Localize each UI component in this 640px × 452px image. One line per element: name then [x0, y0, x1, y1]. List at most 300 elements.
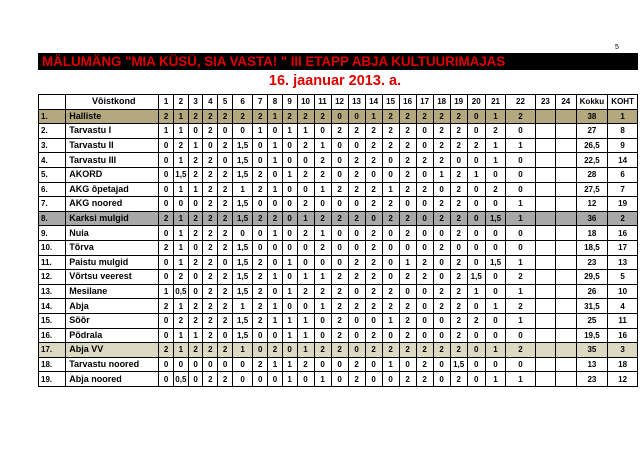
score-cell: 0 — [467, 109, 485, 124]
score-cell: 2 — [450, 109, 467, 124]
table-header-row — [39, 95, 638, 110]
score-cell: 0 — [188, 357, 203, 372]
score-cell: 2 — [203, 124, 218, 139]
score-cell — [556, 211, 576, 226]
score-cell: 2 — [188, 211, 203, 226]
score-cell: 1 — [297, 124, 314, 139]
row-number: 13. — [39, 284, 66, 299]
score-cell: 1 — [297, 313, 314, 328]
score-cell: 0 — [416, 313, 433, 328]
score-cell: 2 — [450, 197, 467, 212]
score-cell: 0 — [506, 357, 535, 372]
row-number: 17. — [39, 343, 66, 358]
score-cell: 2 — [433, 284, 450, 299]
placement: 4 — [608, 299, 638, 314]
score-cell: 0 — [218, 255, 233, 270]
score-cell: 2 — [433, 153, 450, 168]
total-score: 36 — [576, 211, 608, 226]
score-cell — [535, 167, 555, 182]
score-cell: 0 — [253, 138, 268, 153]
score-cell: 0 — [268, 284, 283, 299]
score-cell: 1,5 — [232, 284, 252, 299]
score-cell: 1 — [188, 138, 203, 153]
score-cell: 0 — [433, 328, 450, 343]
score-cell: 2 — [433, 240, 450, 255]
score-cell — [556, 124, 576, 139]
score-cell: 0 — [365, 211, 382, 226]
score-cell: 2 — [365, 124, 382, 139]
score-cell: 2 — [485, 124, 505, 139]
score-cell — [535, 240, 555, 255]
score-cell: 0 — [348, 109, 365, 124]
score-cell: 2 — [399, 372, 416, 387]
score-cell: 1,5 — [232, 313, 252, 328]
header-cell: 9 — [282, 95, 297, 110]
score-cell: 1 — [188, 328, 203, 343]
score-cell: 1,5 — [232, 167, 252, 182]
score-cell: 2 — [203, 255, 218, 270]
score-cell — [535, 255, 555, 270]
score-cell: 0 — [314, 357, 331, 372]
score-cell: 0 — [159, 255, 174, 270]
total-score: 23 — [576, 372, 608, 387]
score-cell: 2 — [203, 109, 218, 124]
score-cell: 2 — [399, 182, 416, 197]
score-cell: 0 — [159, 270, 174, 285]
score-cell: 0 — [331, 153, 348, 168]
score-cell: 2 — [348, 211, 365, 226]
score-cell: 0 — [382, 255, 399, 270]
score-cell — [535, 109, 555, 124]
score-cell: 1 — [365, 109, 382, 124]
score-cell: 0 — [282, 343, 297, 358]
team-name: Abja VV — [66, 343, 159, 358]
score-cell: 0 — [416, 211, 433, 226]
score-cell: 0 — [232, 357, 252, 372]
score-cell: 2 — [399, 313, 416, 328]
row-number: 2. — [39, 124, 66, 139]
score-cell: 0 — [331, 197, 348, 212]
score-cell: 1,5 — [232, 270, 252, 285]
score-cell: 0 — [467, 372, 485, 387]
score-cell: 1 — [297, 211, 314, 226]
score-cell: 1 — [159, 284, 174, 299]
table-row — [39, 211, 638, 226]
score-cell: 0 — [433, 313, 450, 328]
score-cell — [535, 343, 555, 358]
header-cell: 18 — [433, 95, 450, 110]
score-cell: 2 — [450, 313, 467, 328]
score-cell: 2 — [450, 270, 467, 285]
table-row — [39, 343, 638, 358]
score-cell: 0 — [416, 124, 433, 139]
document-title: MÄLUMÄNG "MIA KÜSÜ, SIA VASTA! " III ETAPP ABJA KULTUURIMAJAS — [42, 54, 506, 69]
score-cell: 0 — [467, 255, 485, 270]
score-cell: 2 — [297, 226, 314, 241]
score-cell: 2 — [399, 167, 416, 182]
score-cell: 2 — [203, 299, 218, 314]
score-cell: 0 — [382, 153, 399, 168]
score-cell: 2 — [314, 240, 331, 255]
score-cell: 2 — [253, 284, 268, 299]
header-cell: 3 — [188, 95, 203, 110]
header-cell: 7 — [253, 95, 268, 110]
score-cell: 0 — [467, 226, 485, 241]
score-cell: 0 — [232, 372, 252, 387]
row-number: 5. — [39, 167, 66, 182]
score-cell: 1 — [382, 357, 399, 372]
score-cell — [556, 313, 576, 328]
score-cell: 2 — [399, 328, 416, 343]
score-cell: 0 — [282, 197, 297, 212]
header-cell: 12 — [331, 95, 348, 110]
row-number: 3. — [39, 138, 66, 153]
score-cell — [535, 124, 555, 139]
score-cell: 2 — [416, 153, 433, 168]
score-cell: 0 — [416, 197, 433, 212]
score-cell: 0 — [399, 240, 416, 255]
score-cell: 1 — [506, 284, 535, 299]
score-cell: 0 — [348, 138, 365, 153]
score-cell: 1 — [506, 211, 535, 226]
team-name: Halliste — [66, 109, 159, 124]
placement: 17 — [608, 240, 638, 255]
score-cell: 2 — [399, 299, 416, 314]
table-row — [39, 182, 638, 197]
team-name: Sõõr — [66, 313, 159, 328]
score-cell: 0 — [382, 226, 399, 241]
header-cell: 20 — [467, 95, 485, 110]
score-cell: 2 — [382, 211, 399, 226]
total-score: 28 — [576, 167, 608, 182]
placement: 11 — [608, 313, 638, 328]
score-cell: 0 — [331, 138, 348, 153]
score-cell: 1 — [159, 124, 174, 139]
score-cell: 2 — [399, 343, 416, 358]
row-number: 12. — [39, 270, 66, 285]
score-cell: 2 — [297, 284, 314, 299]
placement: 18 — [608, 357, 638, 372]
score-cell: 2 — [331, 313, 348, 328]
score-cell: 1 — [268, 182, 283, 197]
team-name: Tarvastu noored — [66, 357, 159, 372]
score-cell: 2 — [399, 270, 416, 285]
score-cell: 2 — [365, 284, 382, 299]
score-cell: 2 — [232, 109, 252, 124]
score-cell: 2 — [331, 182, 348, 197]
table-row — [39, 124, 638, 139]
score-cell: 0 — [188, 284, 203, 299]
header-cell: 8 — [268, 95, 283, 110]
score-cell: 0 — [467, 299, 485, 314]
score-cell: 0 — [399, 197, 416, 212]
score-cell: 0 — [467, 182, 485, 197]
score-cell: 0 — [282, 153, 297, 168]
row-number: 19. — [39, 372, 66, 387]
row-number: 11. — [39, 255, 66, 270]
score-cell: 2 — [159, 211, 174, 226]
score-cell: 2 — [297, 357, 314, 372]
score-cell: 0 — [382, 372, 399, 387]
score-cell — [556, 343, 576, 358]
score-cell: 1 — [173, 109, 188, 124]
score-cell: 2 — [450, 343, 467, 358]
table-row — [39, 197, 638, 212]
score-cell: 0 — [282, 240, 297, 255]
score-cell: 2 — [348, 270, 365, 285]
total-score: 19,5 — [576, 328, 608, 343]
score-cell — [556, 182, 576, 197]
score-cell: 2 — [506, 299, 535, 314]
score-cell: 2 — [203, 226, 218, 241]
score-cell: 2 — [253, 211, 268, 226]
score-cell: 0 — [188, 372, 203, 387]
score-cell — [535, 226, 555, 241]
score-cell: 2 — [348, 167, 365, 182]
header-cell: 4 — [203, 95, 218, 110]
score-cell: 2 — [218, 138, 233, 153]
score-cell: 1 — [314, 372, 331, 387]
score-cell: 2 — [450, 226, 467, 241]
score-cell: 0 — [365, 357, 382, 372]
score-cell: 1 — [506, 255, 535, 270]
score-cell: 0 — [282, 299, 297, 314]
total-score: 38 — [576, 109, 608, 124]
placement: 3 — [608, 343, 638, 358]
score-cell: 0 — [331, 226, 348, 241]
score-cell: 0 — [467, 357, 485, 372]
score-cell: 0 — [382, 167, 399, 182]
results-table — [38, 94, 638, 387]
team-name: Mesilane — [66, 284, 159, 299]
team-name: Tarvastu I — [66, 124, 159, 139]
score-cell: 2 — [173, 313, 188, 328]
score-cell: 0 — [314, 255, 331, 270]
score-cell: 2 — [348, 357, 365, 372]
score-cell: 2 — [253, 255, 268, 270]
score-cell: 0 — [297, 240, 314, 255]
score-cell: 0 — [485, 226, 505, 241]
score-cell: 2 — [416, 270, 433, 285]
row-number: 4. — [39, 153, 66, 168]
row-number: 6. — [39, 182, 66, 197]
table-row — [39, 109, 638, 124]
placement: 7 — [608, 182, 638, 197]
score-cell: 2 — [203, 284, 218, 299]
score-cell: 0 — [314, 328, 331, 343]
placement: 6 — [608, 167, 638, 182]
score-cell: 2 — [203, 182, 218, 197]
score-cell: 2 — [382, 197, 399, 212]
score-cell: 0 — [268, 255, 283, 270]
score-cell: 0 — [203, 138, 218, 153]
placement: 16 — [608, 328, 638, 343]
score-cell: 0 — [268, 124, 283, 139]
score-cell: 2 — [416, 357, 433, 372]
row-number: 15. — [39, 313, 66, 328]
score-cell: 2 — [268, 211, 283, 226]
score-cell: 1,5 — [485, 255, 505, 270]
score-cell: 2 — [159, 109, 174, 124]
score-cell — [556, 240, 576, 255]
total-score: 27 — [576, 124, 608, 139]
score-cell: 1 — [382, 313, 399, 328]
score-cell: 0 — [159, 138, 174, 153]
score-cell: 1 — [268, 357, 283, 372]
header-cell: 22 — [506, 95, 535, 110]
score-cell: 2 — [253, 299, 268, 314]
score-cell — [556, 255, 576, 270]
score-cell: 2 — [365, 240, 382, 255]
score-cell: 1 — [467, 284, 485, 299]
score-cell: 2 — [297, 109, 314, 124]
score-cell: 0 — [297, 299, 314, 314]
score-cell: 0 — [348, 313, 365, 328]
score-cell: 1 — [282, 328, 297, 343]
score-cell: 0 — [253, 240, 268, 255]
score-cell: 2 — [282, 109, 297, 124]
score-cell: 0 — [433, 270, 450, 285]
score-cell: 0 — [348, 197, 365, 212]
score-cell: 1 — [173, 153, 188, 168]
score-cell: 0 — [268, 167, 283, 182]
score-cell: 2 — [188, 153, 203, 168]
score-cell: 2 — [188, 255, 203, 270]
score-cell: 2 — [433, 299, 450, 314]
team-name: Tarvastu II — [66, 138, 159, 153]
score-cell: 0 — [173, 197, 188, 212]
score-cell: 1 — [297, 328, 314, 343]
score-cell: 2 — [365, 226, 382, 241]
score-cell: 0 — [314, 313, 331, 328]
score-cell: 2 — [382, 109, 399, 124]
row-number: 18. — [39, 357, 66, 372]
placement: 2 — [608, 211, 638, 226]
score-cell: 2 — [365, 182, 382, 197]
score-cell — [535, 270, 555, 285]
score-cell: 1 — [282, 313, 297, 328]
score-cell: 2 — [450, 167, 467, 182]
score-cell: 0 — [159, 167, 174, 182]
score-cell: 2 — [433, 124, 450, 139]
score-cell: 1 — [268, 299, 283, 314]
score-cell — [535, 328, 555, 343]
score-cell: 1,5 — [232, 328, 252, 343]
score-cell: 2 — [297, 197, 314, 212]
score-cell: 1 — [485, 109, 505, 124]
score-cell: 0 — [506, 328, 535, 343]
score-cell: 0 — [416, 328, 433, 343]
placement: 1 — [608, 109, 638, 124]
score-cell: 2 — [416, 372, 433, 387]
score-cell: 2 — [348, 182, 365, 197]
score-cell: 2 — [218, 313, 233, 328]
score-cell: 2 — [173, 138, 188, 153]
table-row — [39, 357, 638, 372]
score-cell: 2 — [218, 167, 233, 182]
score-cell: 2 — [450, 124, 467, 139]
score-cell: 2 — [314, 343, 331, 358]
score-cell: 0 — [348, 343, 365, 358]
score-cell: 2 — [399, 109, 416, 124]
score-cell: 0 — [188, 270, 203, 285]
score-cell: 0 — [416, 167, 433, 182]
table-row — [39, 240, 638, 255]
score-cell: 0 — [253, 343, 268, 358]
score-cell: 2 — [218, 226, 233, 241]
total-score: 27,5 — [576, 182, 608, 197]
header-cell: 19 — [450, 95, 467, 110]
score-cell: 1 — [282, 372, 297, 387]
score-cell: 0 — [268, 328, 283, 343]
score-cell: 1 — [173, 343, 188, 358]
score-cell: 0 — [450, 153, 467, 168]
team-name: Tõrva — [66, 240, 159, 255]
score-cell: 0 — [450, 240, 467, 255]
score-cell: 2 — [188, 343, 203, 358]
score-cell: 2 — [188, 313, 203, 328]
score-cell: 0 — [382, 328, 399, 343]
score-cell: 1 — [173, 226, 188, 241]
score-cell: 1 — [268, 270, 283, 285]
score-cell — [556, 328, 576, 343]
team-name: Tarvastu III — [66, 153, 159, 168]
score-cell: 1 — [314, 299, 331, 314]
placement: 14 — [608, 153, 638, 168]
score-cell: 1,5 — [232, 255, 252, 270]
score-cell: 1,5 — [232, 153, 252, 168]
score-cell: 0 — [485, 240, 505, 255]
row-number: 10. — [39, 240, 66, 255]
score-cell: 2 — [416, 255, 433, 270]
score-cell: 2 — [399, 211, 416, 226]
score-cell: 0 — [331, 109, 348, 124]
score-cell: 0 — [506, 226, 535, 241]
score-cell: 0 — [348, 328, 365, 343]
score-cell: 2 — [188, 299, 203, 314]
score-cell: 1 — [268, 313, 283, 328]
title-banner — [38, 53, 638, 70]
score-cell — [535, 357, 555, 372]
table-row — [39, 226, 638, 241]
score-cell: 1,5 — [232, 211, 252, 226]
score-cell: 0 — [203, 357, 218, 372]
total-score: 18 — [576, 226, 608, 241]
score-cell: 2 — [159, 240, 174, 255]
score-cell: 0 — [218, 328, 233, 343]
score-cell: 0 — [159, 197, 174, 212]
score-cell: 0 — [399, 357, 416, 372]
header-cell: 21 — [485, 95, 505, 110]
score-cell: 2 — [218, 299, 233, 314]
score-cell: 0 — [506, 240, 535, 255]
total-score: 35 — [576, 343, 608, 358]
score-cell: 2 — [365, 153, 382, 168]
row-number: 1. — [39, 109, 66, 124]
score-cell: 2 — [416, 343, 433, 358]
placement: 19 — [608, 197, 638, 212]
score-cell: 1 — [268, 226, 283, 241]
score-cell: 0 — [268, 197, 283, 212]
score-cell: 0 — [433, 357, 450, 372]
header-cell: 11 — [314, 95, 331, 110]
score-cell: 2 — [159, 343, 174, 358]
score-cell: 2 — [203, 240, 218, 255]
score-cell: 0 — [348, 284, 365, 299]
score-cell: 1 — [173, 182, 188, 197]
table-row — [39, 284, 638, 299]
header-cell: 23 — [535, 95, 555, 110]
